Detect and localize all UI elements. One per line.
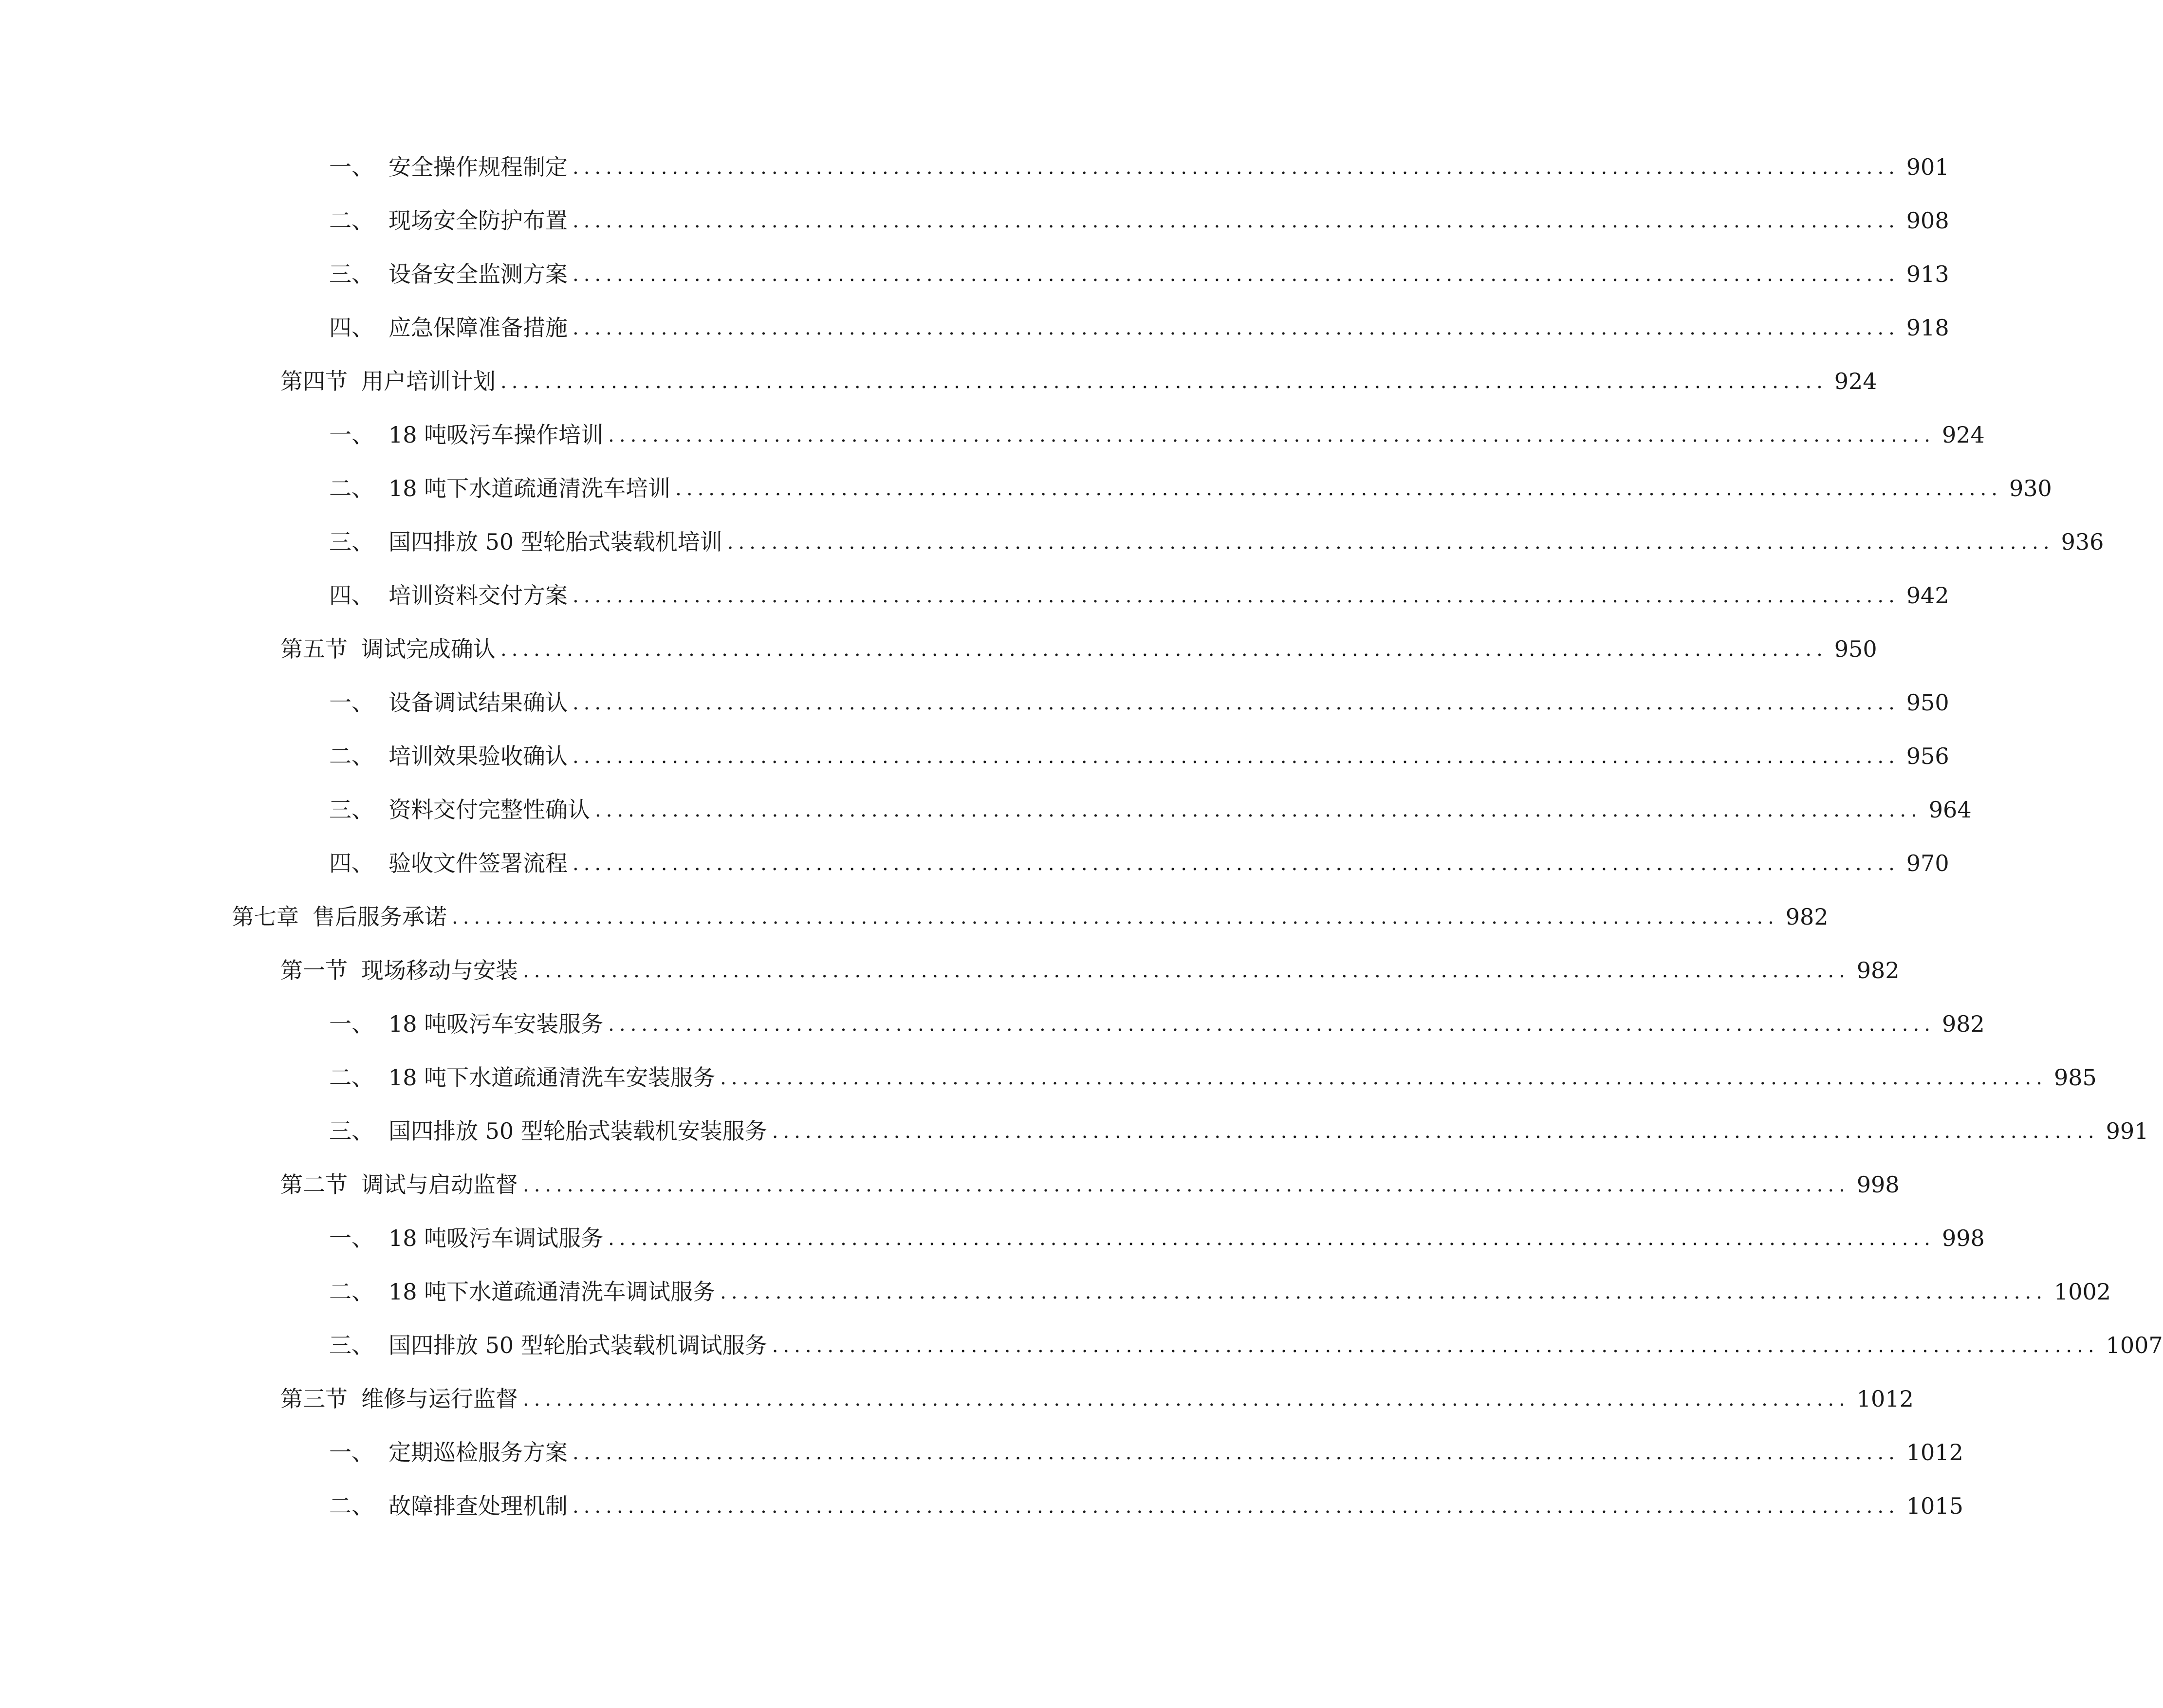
page-number: 924	[1834, 368, 1877, 394]
entry-title: 验收文件签署流程	[388, 850, 568, 876]
dot-leader: ........................................................................................................................	[727, 531, 2054, 554]
dot-leader: ........................................................................................................................	[720, 1067, 2047, 1089]
toc-entry[interactable]	[329, 787, 1972, 823]
dot-leader: ........................................................................................................................	[573, 317, 1900, 339]
dot-leader: ........................................................................................................................	[573, 210, 1900, 232]
entry-title: 现场移动与安装	[361, 957, 518, 984]
entry-title: 18 吨吸污车安装服务	[388, 1011, 604, 1037]
entry-number: 二、	[329, 1064, 374, 1091]
dot-leader: ........................................................................................................................	[595, 799, 1922, 821]
page-number: 970	[1906, 850, 1949, 876]
toc-entry[interactable]	[329, 1215, 1985, 1251]
entry-number: 二、	[329, 207, 374, 234]
toc-entry[interactable]	[280, 1162, 1900, 1198]
toc-entry[interactable]	[329, 1483, 1963, 1519]
entry-number: 二、	[329, 1279, 374, 1305]
entry-number: 一、	[329, 1225, 374, 1251]
dot-leader: ........................................................................................................................	[772, 1120, 2099, 1143]
page-number: 950	[1906, 689, 1949, 716]
entry-title: 售后服务承诺	[313, 904, 447, 930]
dot-leader: ........................................................................................................................	[720, 1281, 2047, 1303]
page-number: 991	[2106, 1118, 2149, 1144]
page-number: 982	[1941, 1011, 1985, 1037]
page-number: 985	[2053, 1064, 2097, 1091]
page-number: 1015	[1906, 1493, 1963, 1519]
dot-leader: ........................................................................................................................	[675, 478, 2002, 500]
dot-leader: ........................................................................................................................	[608, 1227, 1935, 1250]
toc-entry[interactable]	[329, 1322, 2163, 1358]
section-number: 第四节	[280, 368, 348, 394]
entry-title: 调试完成确认	[361, 636, 496, 662]
section-number: 第二节	[280, 1171, 348, 1198]
toc-entry[interactable]	[329, 412, 1985, 448]
page-number: 942	[1906, 582, 1949, 609]
page-number: 930	[2009, 475, 2052, 501]
page-number: 982	[1856, 957, 1900, 984]
toc-entry[interactable]	[329, 144, 1949, 180]
entry-number: 一、	[329, 1439, 374, 1466]
dot-leader: ........................................................................................................................	[772, 1335, 2099, 1357]
entry-number: 二、	[329, 743, 374, 769]
entry-title: 国四排放 50 型轮胎式装载机调试服务	[388, 1332, 767, 1358]
dot-leader: ........................................................................................................................	[500, 371, 1828, 393]
entry-title: 培训效果验收确认	[388, 743, 568, 769]
toc-entry[interactable]	[280, 358, 1877, 394]
entry-number: 四、	[329, 315, 374, 341]
toc-entry[interactable]	[329, 680, 1949, 716]
toc-entry[interactable]	[329, 305, 1949, 341]
toc-entry[interactable]	[232, 894, 1829, 930]
dot-leader: ........................................................................................................................	[608, 424, 1935, 446]
entry-title: 维修与运行监督	[361, 1386, 518, 1412]
dot-leader: ........................................................................................................................	[608, 1013, 1935, 1036]
entry-number: 一、	[329, 1011, 374, 1037]
page-number: 1002	[2053, 1279, 2111, 1305]
page-number: 918	[1906, 315, 1949, 341]
entry-number: 一、	[329, 422, 374, 448]
entry-number: 二、	[329, 475, 374, 501]
entry-title: 18 吨下水道疏通清洗车培训	[388, 475, 671, 501]
page-number: 950	[1834, 636, 1877, 662]
entry-number: 一、	[329, 689, 374, 716]
toc-entry[interactable]	[329, 733, 1949, 769]
entry-number: 三、	[329, 1118, 374, 1144]
entry-title: 故障排查处理机制	[388, 1493, 568, 1519]
toc-entry[interactable]	[329, 465, 2052, 501]
dot-leader: ........................................................................................................................	[573, 585, 1900, 607]
toc-entry[interactable]	[329, 573, 1949, 609]
entry-title: 资料交付完整性确认	[388, 797, 590, 823]
dot-leader: ........................................................................................................................	[573, 1442, 1900, 1464]
entry-title: 国四排放 50 型轮胎式装载机安装服务	[388, 1118, 767, 1144]
entry-number: 四、	[329, 582, 374, 609]
dot-leader: ........................................................................................................................	[573, 1495, 1900, 1518]
page-number: 908	[1906, 207, 1949, 234]
section-number: 第五节	[280, 636, 348, 662]
toc-entry[interactable]	[329, 840, 1949, 876]
page-number: 1007	[2106, 1332, 2163, 1358]
entry-title: 国四排放 50 型轮胎式装载机培训	[388, 529, 722, 555]
page-number: 936	[2061, 529, 2104, 555]
toc-entry[interactable]	[329, 1001, 1985, 1037]
entry-number: 三、	[329, 1332, 374, 1358]
page-number: 1012	[1906, 1439, 1963, 1466]
section-number: 第三节	[280, 1386, 348, 1412]
dot-leader: ........................................................................................................................	[523, 1388, 1850, 1411]
dot-leader: ........................................................................................................................	[573, 156, 1900, 179]
entry-title: 应急保障准备措施	[388, 315, 568, 341]
toc-entry[interactable]	[329, 198, 1949, 234]
entry-title: 18 吨下水道疏通清洗车调试服务	[388, 1279, 716, 1305]
entry-title: 培训资料交付方案	[388, 582, 568, 609]
page-number: 998	[1941, 1225, 1985, 1251]
entry-title: 定期巡检服务方案	[388, 1439, 568, 1466]
dot-leader: ........................................................................................................................	[452, 906, 1779, 928]
toc-entry[interactable]	[280, 1376, 1914, 1412]
entry-title: 现场安全防护布置	[388, 207, 568, 234]
page-number: 998	[1856, 1171, 1900, 1198]
entry-number: 三、	[329, 261, 374, 287]
entry-title: 设备调试结果确认	[388, 689, 568, 716]
entry-title: 安全操作规程制定	[388, 154, 568, 180]
entry-title: 18 吨下水道疏通清洗车安装服务	[388, 1064, 716, 1091]
page-number: 1012	[1856, 1386, 1914, 1412]
toc-entry[interactable]	[329, 1430, 1963, 1466]
dot-leader: ........................................................................................................................	[500, 638, 1828, 661]
dot-leader: ........................................................................................................................	[573, 745, 1900, 768]
toc-entry[interactable]	[280, 626, 1877, 662]
entry-title: 调试与启动监督	[361, 1171, 518, 1198]
dot-leader: ........................................................................................................................	[523, 1174, 1850, 1196]
page-number: 964	[1928, 797, 1972, 823]
entry-number: 三、	[329, 797, 374, 823]
entry-number: 三、	[329, 529, 374, 555]
toc-entry[interactable]	[280, 947, 1900, 984]
entry-title: 设备安全监测方案	[388, 261, 568, 287]
toc-entry[interactable]	[329, 1055, 2097, 1091]
entry-title: 18 吨吸污车调试服务	[388, 1225, 604, 1251]
toc-entry[interactable]	[329, 1108, 2149, 1144]
toc-entry[interactable]	[329, 519, 2104, 555]
dot-leader: ........................................................................................................................	[523, 960, 1850, 982]
dot-leader: ........................................................................................................................	[573, 853, 1900, 875]
toc-entry[interactable]	[329, 251, 1949, 287]
page-number: 956	[1906, 743, 1949, 769]
page-number: 913	[1906, 261, 1949, 287]
entry-number: 一、	[329, 154, 374, 180]
entry-number: 四、	[329, 850, 374, 876]
section-number: 第一节	[280, 957, 348, 984]
entry-title: 用户培训计划	[361, 368, 496, 394]
entry-title: 18 吨吸污车操作培训	[388, 422, 604, 448]
toc-entry[interactable]	[329, 1269, 2111, 1305]
dot-leader: ........................................................................................................................	[573, 263, 1900, 286]
entry-number: 二、	[329, 1493, 374, 1519]
dot-leader: ........................................................................................................................	[573, 692, 1900, 714]
page-number: 982	[1785, 904, 1829, 930]
chapter-number: 第七章	[232, 904, 299, 930]
page-number: 924	[1941, 422, 1985, 448]
page-number: 901	[1906, 154, 1949, 180]
